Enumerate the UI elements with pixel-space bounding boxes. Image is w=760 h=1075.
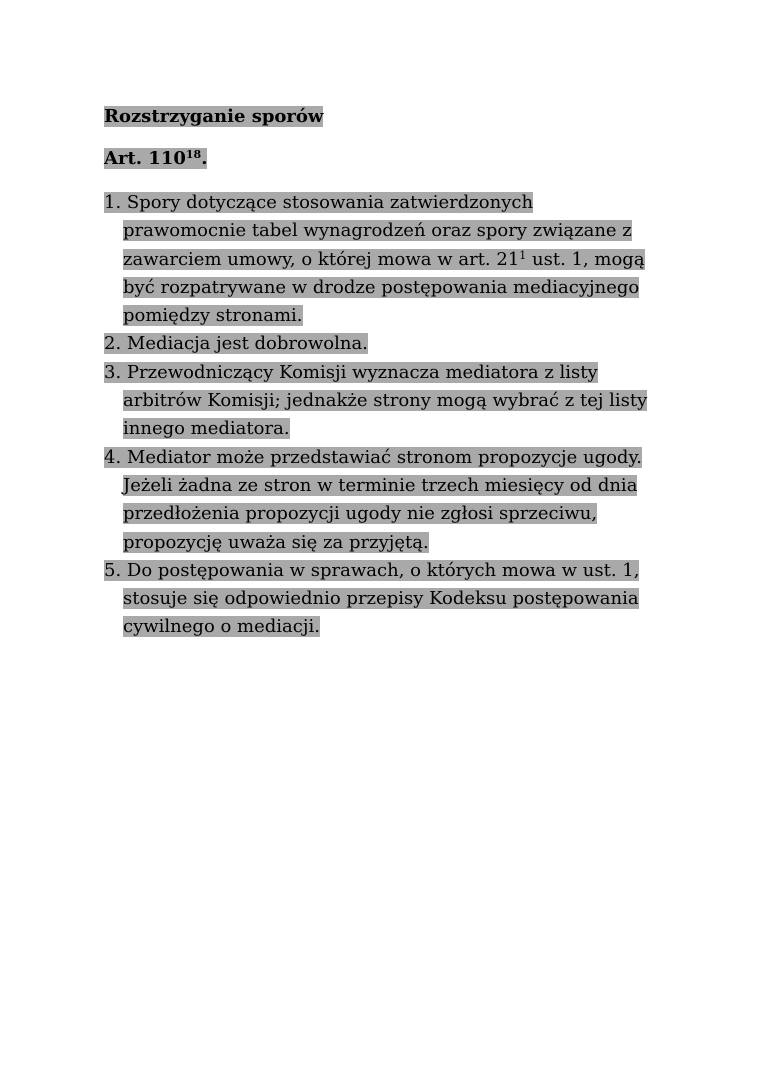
- section-title-text: Rozstrzyganie sporów: [104, 106, 324, 127]
- paragraph-line: stosuje się odpowiednio przepisy Kodeksu postępowania: [123, 588, 639, 610]
- document-page: [104, 103, 704, 642]
- article-title: [104, 145, 704, 173]
- paragraph-line: 5. Do postępowania w sprawach, o których mowa w ust. 1,: [104, 559, 640, 581]
- line-text: zawarciem umowy, o której mowa w art. 21: [123, 248, 520, 270]
- paragraph-line: [123, 249, 645, 270]
- section-title: [104, 103, 704, 131]
- line-text: ust. 1, mogą: [526, 248, 645, 270]
- paragraph-line: 3. Przewodniczący Komisji wyznacza mediatora z listy: [104, 361, 598, 383]
- paragraph-line: propozycję uważa się za przyjętą.: [123, 531, 429, 553]
- paragraph-line: arbitrów Komisji; jednakże strony mogą wybrać z tej listy: [123, 390, 648, 412]
- paragraph-line: 1. Spory dotyczące stosowania zatwierdzonych: [104, 192, 534, 213]
- paragraph-line: prawomocnie tabel wynagrodzeń oraz spory związane z: [123, 220, 632, 242]
- article-superscript: 18: [185, 148, 202, 161]
- article-label: Art. 110: [104, 148, 186, 169]
- paragraph-item: [104, 330, 704, 358]
- paragraph-item: [104, 189, 704, 330]
- article-reference-superscript: 1: [519, 248, 527, 262]
- paragraph-line: cywilnego o mediacji.: [123, 616, 320, 638]
- paragraph-item: [104, 444, 704, 557]
- paragraph-line: 4. Mediator może przedstawiać stronom propozycje ugody.: [104, 446, 642, 468]
- paragraph-line: Jeżeli żadna ze stron w terminie trzech miesięcy od dnia: [123, 474, 638, 496]
- paragraph-list: [104, 189, 704, 642]
- paragraph-line: być rozpatrywane w drodze postępowania mediacyjnego: [123, 276, 640, 298]
- paragraph-line: przedłożenia propozycji ugody nie zgłosi sprzeciwu,: [123, 503, 598, 525]
- paragraph-line: innego mediatora.: [123, 418, 290, 440]
- paragraph-item: [104, 557, 704, 642]
- paragraph-item: [104, 359, 704, 444]
- article-title-text: [104, 148, 207, 169]
- article-suffix: .: [201, 148, 208, 169]
- paragraph-line: pomiędzy stronami.: [123, 305, 303, 327]
- paragraph-line: 2. Mediacja jest dobrowolna.: [104, 333, 368, 355]
